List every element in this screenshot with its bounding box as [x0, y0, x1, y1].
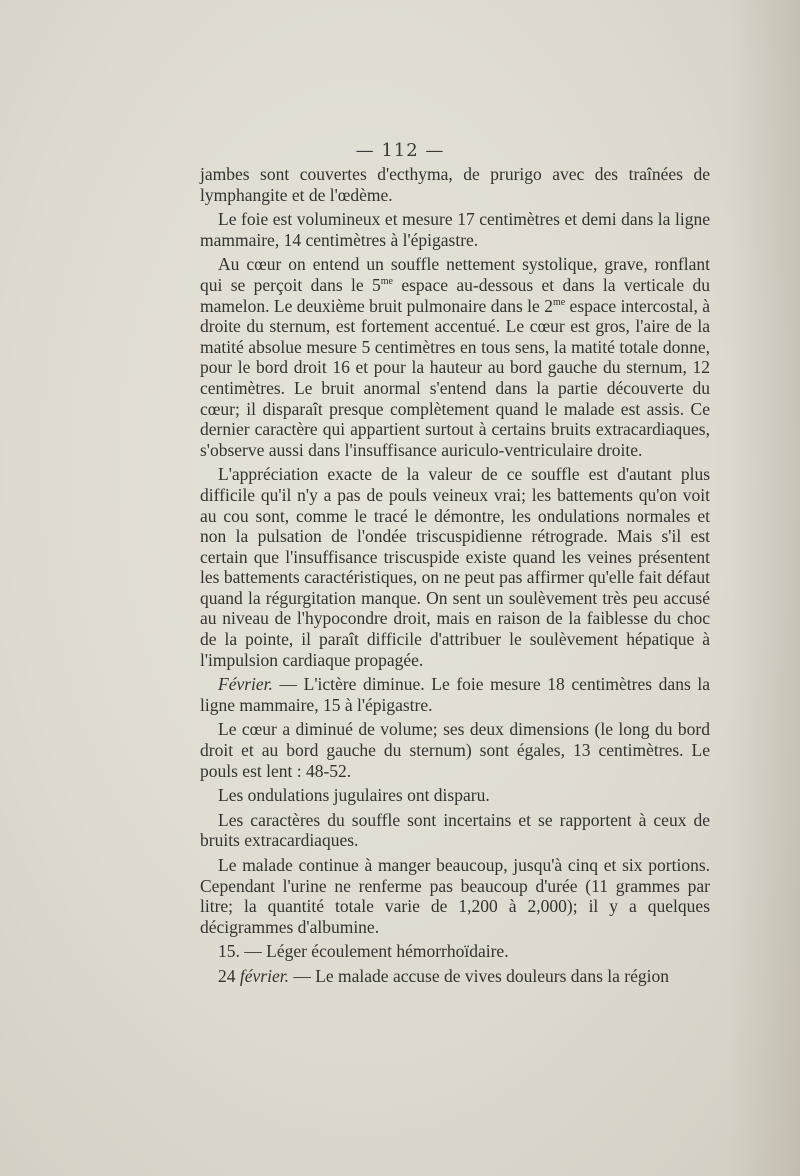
- date-label: février.: [239, 965, 289, 986]
- paragraph: [200, 966, 710, 987]
- page-number: — 112 —: [355, 140, 445, 161]
- paragraph: 15. — Léger écoulement hémorrhoïdaire.: [218, 941, 509, 962]
- paragraph-text: — Le malade accuse de vives douleurs dans la région: [288, 965, 669, 986]
- paragraph: Le malade continue à manger beaucoup, jusqu'à cinq et six portions. Cependant l'urine ne renferme pas beaucoup d'urée (11 grammes par litre; la quantité totale varie de 1,200 à 2,000); il y a quelques décigrammes d'albumine.: [200, 855, 710, 937]
- paragraph-text: — L'ictère diminue. Le foie mesure 18 centimètres dans la ligne mammaire, 15 à l'épigastre.: [200, 674, 710, 715]
- paragraph: jambes sont couvertes d'ecthyma, de prurigo avec des traînées de lymphangite et de l'œdème.: [200, 164, 710, 205]
- paragraph: Le cœur a diminué de volume; ses deux dimensions (le long du bord droit et au bord gauche du sternum) sont égales, 13 centimètres. Le pouls est lent : 48-52.: [200, 719, 710, 781]
- paragraph: L'appréciation exacte de la valeur de ce souffle est d'autant plus difficile qu'il n'y a pas de pouls veineux vrai; les battements qu'on voit au cou sont, comme le tracé le démontre, les ondulations normales et non la pulsation de l'ondée triscuspidienne rétrograde. Mais s'il est certain que l'insuffisance triscuspide existe quand les veines présentent les battements caractéristiques, on ne peut pas affirmer qu'elle fait défaut quand la régurgitation manque. On sent un soulèvement très peu accusé au niveau de l'hypocondre droit, mais en raison de la faiblesse du choc de la pointe, il paraît difficile d'attribuer le soulèvement hépatique à l'impulsion cardiaque propagée.: [200, 464, 710, 670]
- date-prefix: 24: [218, 965, 240, 986]
- body-text: [200, 164, 710, 991]
- paragraph: Les caractères du souffle sont incertains et se rapportent à ceux de bruits extracardiaques.: [200, 809, 710, 851]
- paragraph: Au cœur on entend un souffle nettement systolique, grave, ronflant qui se perçoit dans le $5^{me}$ espace au-dessous et dans la verticale du mamelon. Le deuxième bruit pulmonaire dans le $2^{me}$ espace intercostal, à droite du sternum, est fortement accentué. Le cœur est gros, l'aire de la matité absolue mesure 5 centimètres en tous sens, la matité totale donne, pour le bord droit 16 et pour la hauteur au bord gauche du sternum, 12 centimètres. Le bruit anormal s'entend dans la partie découverte du cœur; il disparaît presque complètement quand le malade est assis. Ce dernier caractère qui appartient surtout à certains bruits extracardiaques, s'observe aussi dans l'insuffisance auriculo-ventriculaire droite.: [200, 254, 710, 460]
- paragraph: [200, 674, 710, 715]
- paragraph: Le foie est volumineux et mesure 17 centimètres et demi dans la ligne mammaire, 14 centimètres à l'épigastre.: [200, 209, 710, 250]
- date-label: Février.: [218, 674, 273, 695]
- paragraph: Les ondulations jugulaires ont disparu.: [218, 785, 490, 806]
